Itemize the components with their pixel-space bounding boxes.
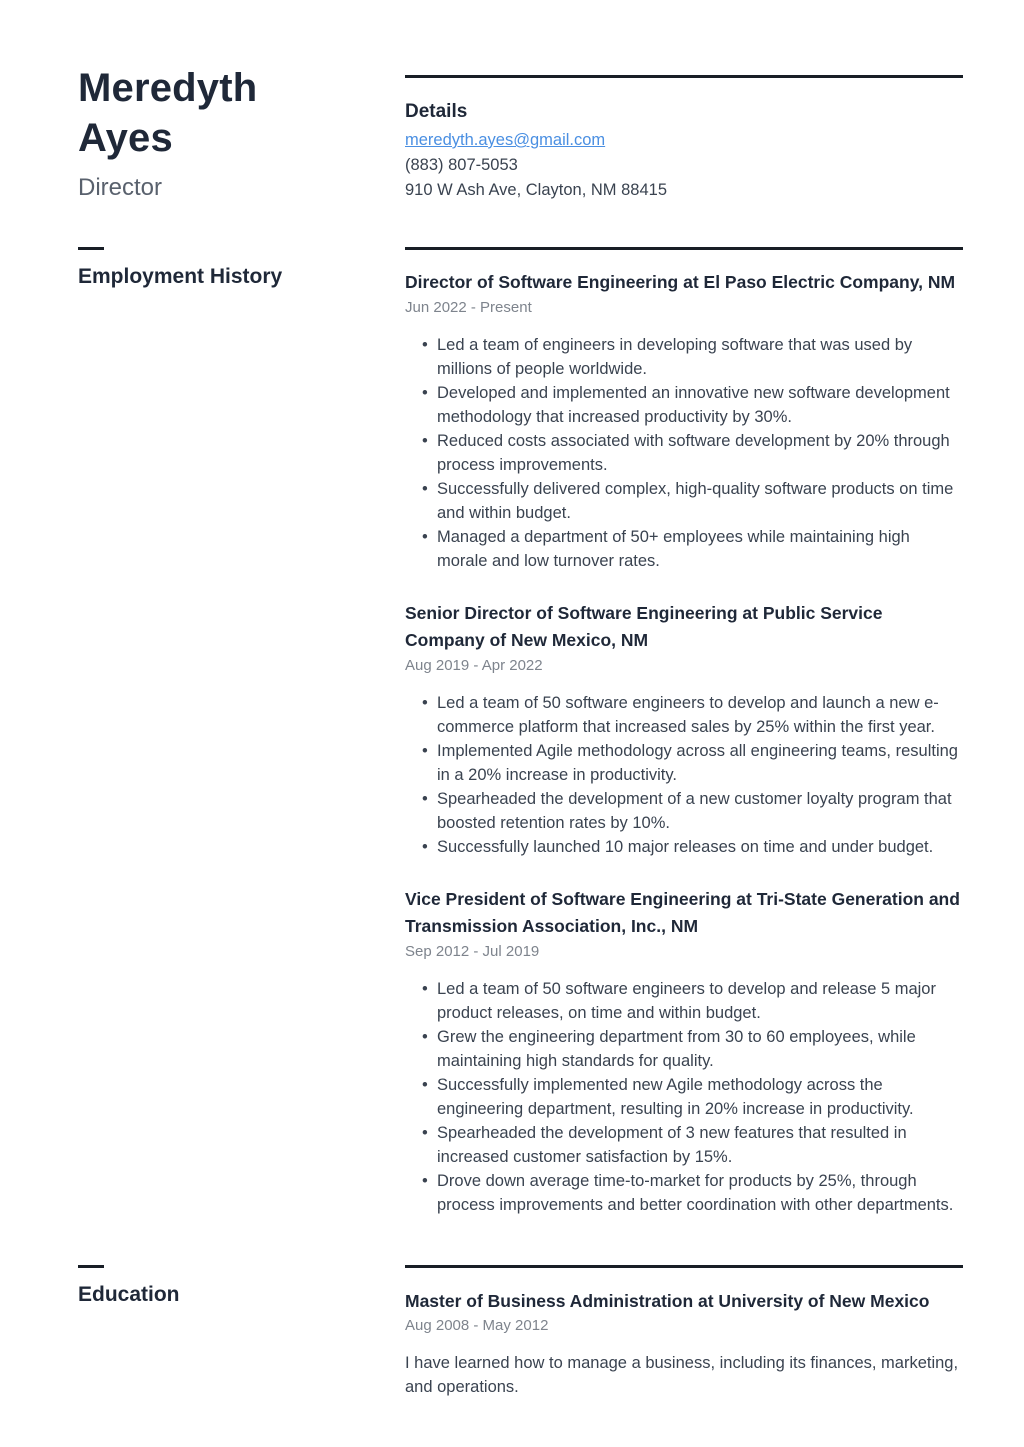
job-bullet: • Reduced costs associated with software development by 20% through process improvements. — [405, 429, 963, 477]
job-bullet: • Led a team of 50 software engineers to develop and launch a new e-commerce platform that increased sales by 25% within the first year. — [405, 691, 963, 739]
education-dates: Aug 2008 - May 2012 — [405, 1317, 549, 1334]
job-bullet: • Successfully delivered complex, high-quality software products on time and within budget. — [405, 477, 963, 525]
section-dash-icon — [78, 1265, 104, 1268]
details-email-row — [405, 128, 963, 153]
section-dash-icon — [78, 247, 104, 250]
job-bullet: • Led a team of 50 software engineers to develop and release 5 major product releases, on time and within budget. — [405, 977, 963, 1025]
job-bullet: • Grew the engineering department from 30 to 60 employees, while maintaining high standards for quality. — [405, 1025, 963, 1073]
job-bullet: • Implemented Agile methodology across all engineering teams, resulting in a 20% increase in productivity. — [405, 739, 963, 787]
job-title: Vice President of Software Engineering at Tri-State Generation and Transmission Association, Inc., NM — [405, 889, 960, 936]
employment-history-heading: Employment History — [78, 265, 283, 288]
education-section — [405, 1265, 963, 1399]
job-title: Director of Software Engineering at El Paso Electric Company, NM — [405, 272, 956, 292]
education-description: I have learned how to manage a business, including its finances, marketing, and operations. — [405, 1354, 959, 1396]
jobs-list — [405, 247, 963, 1217]
job-bullet: • Managed a department of 50+ employees while maintaining high morale and low turnover rates. — [405, 525, 963, 573]
job-dates: Jun 2022 - Present — [405, 299, 532, 316]
resume-grid — [0, 66, 1024, 1399]
education-label — [78, 1265, 327, 1399]
job-entry — [405, 269, 963, 573]
education-heading: Education — [78, 1283, 180, 1306]
job-bullet: • Drove down average time-to-market for products by 25%, through process improvements and better coordination with other departments. — [405, 1169, 963, 1217]
person-name: Meredyth Ayes — [78, 66, 258, 160]
job-dates: Sep 2012 - Jul 2019 — [405, 943, 540, 960]
job-dates: Aug 2019 - Apr 2022 — [405, 657, 543, 674]
job-bullets — [405, 691, 963, 859]
employment-history-label — [78, 247, 327, 1217]
job-bullet: • Led a team of engineers in developing software that was used by millions of people worldwide. — [405, 333, 963, 381]
phone-number: (883) 807-5053 — [405, 156, 518, 174]
education-degree: Master of Business Administration at University of New Mexico — [405, 1291, 930, 1311]
job-bullets — [405, 333, 963, 573]
details-heading: Details — [405, 101, 468, 122]
job-bullet: • Successfully launched 10 major releases on time and under budget. — [405, 835, 963, 859]
header-block — [78, 66, 327, 247]
job-bullet: • Successfully implemented new Agile methodology across the engineering department, resulting in 20% increase in productivity. — [405, 1073, 963, 1121]
email-link[interactable]: meredyth.ayes@gmail.com — [405, 131, 606, 149]
job-entry — [405, 886, 963, 1217]
details-section — [405, 75, 963, 247]
job-bullet: • Developed and implemented an innovative new software development methodology that increased productivity by 30%. — [405, 381, 963, 429]
address: 910 W Ash Ave, Clayton, NM 88415 — [405, 181, 668, 199]
job-bullet: • Spearheaded the development of 3 new features that resulted in increased customer satisfaction by 15%. — [405, 1121, 963, 1169]
job-title: Senior Director of Software Engineering at Public Service Company of New Mexico, NM — [405, 603, 883, 650]
job-entry — [405, 600, 963, 859]
person-job-title: Director — [78, 174, 163, 201]
job-bullets — [405, 977, 963, 1217]
job-bullet: • Spearheaded the development of a new customer loyalty program that boosted retention rates by 10%. — [405, 787, 963, 835]
